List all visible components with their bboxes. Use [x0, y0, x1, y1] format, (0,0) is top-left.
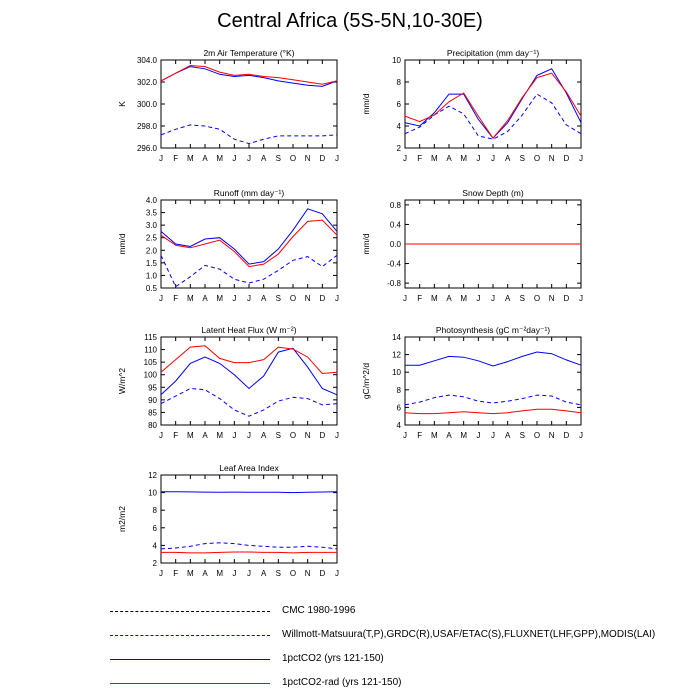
series-line — [161, 125, 337, 144]
panel-title: 2m Air Temperature (°K) — [203, 48, 295, 58]
y-tick-label: -0.8 — [387, 279, 401, 289]
x-tick-label: J — [247, 294, 251, 303]
x-tick-label: J — [579, 294, 583, 303]
x-tick-label: D — [319, 294, 326, 303]
x-tick-label: J — [579, 431, 583, 440]
x-tick-label: A — [446, 431, 452, 440]
x-tick-label: J — [403, 431, 407, 440]
series-line — [161, 220, 337, 267]
legend-label-1pctco2: 1pctCO2 (yrs 121-150) — [282, 653, 384, 664]
x-tick-label: M — [186, 569, 194, 578]
x-tick-label: J — [476, 154, 481, 163]
legend-swatch-1pctco2 — [110, 659, 270, 660]
x-tick-label: S — [519, 154, 526, 163]
plot-frame — [161, 475, 337, 563]
x-tick-label: J — [159, 569, 163, 578]
x-tick-label: M — [186, 431, 194, 440]
x-tick-label: S — [275, 294, 282, 303]
x-tick-label: S — [519, 294, 526, 303]
x-tick-label: M — [186, 294, 194, 303]
series-line — [161, 552, 337, 553]
y-tick-label: 2 — [152, 559, 157, 568]
series-line — [405, 409, 581, 413]
plot-frame — [161, 60, 337, 148]
x-tick-label: J — [232, 294, 237, 303]
x-tick-label: D — [563, 431, 570, 440]
y-axis-label: W/m^2 — [117, 367, 127, 395]
legend-swatch-observations — [110, 635, 270, 636]
x-tick-label: F — [417, 154, 423, 163]
x-tick-label: J — [232, 569, 237, 578]
x-tick-label: J — [403, 294, 407, 303]
page-title: Central Africa (5S-5N,10-30E) — [217, 10, 483, 32]
x-tick-label: M — [216, 154, 224, 163]
y-tick-label: 8 — [396, 78, 401, 87]
panel-title: Precipitation (mm day⁻¹) — [446, 48, 540, 58]
y-tick-label: 90 — [148, 395, 157, 405]
x-tick-label: A — [446, 294, 452, 303]
x-tick-label: N — [548, 431, 555, 440]
x-tick-label: J — [491, 294, 495, 303]
y-tick-label: 0.0 — [389, 240, 401, 249]
x-tick-label: J — [335, 154, 339, 163]
y-tick-label: 302.0 — [136, 78, 157, 87]
x-tick-label: M — [460, 294, 468, 303]
x-tick-label: F — [417, 294, 423, 303]
legend-swatch-1pctco2-rad — [110, 683, 270, 684]
x-tick-label: D — [319, 569, 326, 578]
y-tick-label: 3.0 — [145, 221, 157, 231]
y-tick-label: 296.0 — [136, 144, 157, 153]
plot-frame — [405, 337, 581, 425]
y-tick-label: 6 — [396, 100, 401, 109]
x-tick-label: O — [289, 569, 297, 578]
y-axis-label: K — [117, 101, 127, 107]
x-tick-label: S — [275, 431, 282, 440]
y-axis-label: mm/d — [361, 233, 371, 255]
series-line — [161, 348, 337, 395]
x-tick-label: A — [202, 154, 208, 163]
x-tick-label: J — [159, 294, 163, 303]
x-tick-label: J — [247, 154, 251, 163]
x-tick-label: F — [173, 569, 179, 578]
y-tick-label: 8 — [396, 385, 401, 395]
panel-title: Runoff (mm day⁻¹) — [213, 188, 285, 198]
y-tick-label: 300.0 — [136, 100, 157, 109]
legend-label-1pctco2-rad: 1pctCO2-rad (yrs 121-150) — [282, 677, 402, 688]
x-tick-label: M — [460, 154, 468, 163]
x-tick-label: A — [260, 154, 267, 163]
x-tick-label: O — [289, 154, 297, 163]
x-tick-label: A — [260, 294, 267, 303]
y-tick-label: -0.4 — [387, 259, 401, 269]
x-tick-label: J — [335, 431, 339, 440]
panel-title: Snow Depth (m) — [462, 188, 524, 198]
series-line — [161, 389, 337, 417]
x-tick-label: F — [173, 431, 179, 440]
y-axis-label: m2/m2 — [117, 506, 127, 532]
x-tick-label: N — [548, 294, 555, 303]
y-tick-label: 0.4 — [389, 220, 401, 230]
x-tick-label: A — [504, 431, 511, 440]
x-tick-label: A — [202, 294, 208, 303]
x-tick-label: A — [504, 154, 511, 163]
x-tick-label: M — [216, 294, 224, 303]
y-axis-label: mm/d — [361, 93, 371, 115]
x-tick-label: M — [430, 294, 438, 303]
legend-label-cmc: CMC 1980-1996 — [282, 605, 356, 616]
x-tick-label: N — [304, 294, 311, 303]
y-tick-label: 12 — [148, 471, 157, 480]
y-tick-label: 4.0 — [145, 196, 157, 205]
y-tick-label: 80 — [148, 421, 157, 430]
x-tick-label: J — [335, 569, 339, 578]
x-tick-label: F — [417, 431, 423, 440]
x-tick-label: N — [304, 569, 311, 578]
x-tick-label: J — [403, 154, 407, 163]
x-tick-label: J — [491, 431, 495, 440]
x-tick-label: M — [430, 431, 438, 440]
x-tick-label: M — [186, 154, 194, 163]
x-tick-label: O — [289, 431, 297, 440]
x-tick-label: S — [275, 569, 282, 578]
x-tick-label: J — [476, 431, 481, 440]
x-tick-label: O — [533, 154, 541, 163]
x-tick-label: F — [173, 294, 179, 303]
series-line — [161, 67, 337, 87]
y-tick-label: 110 — [144, 345, 157, 355]
y-tick-label: 115 — [144, 333, 157, 342]
y-tick-label: 2.0 — [145, 246, 157, 256]
y-tick-label: 100 — [143, 370, 157, 380]
y-tick-label: 1.5 — [145, 258, 157, 268]
x-tick-label: J — [335, 294, 339, 303]
y-tick-label: 0.5 — [145, 284, 157, 293]
y-tick-label: 6 — [396, 403, 401, 413]
y-tick-label: 85 — [148, 408, 157, 418]
series-line — [161, 346, 337, 374]
x-tick-label: J — [476, 294, 481, 303]
x-tick-label: D — [563, 294, 570, 303]
x-tick-label: M — [216, 431, 224, 440]
x-tick-label: J — [232, 154, 237, 163]
x-tick-label: J — [232, 431, 237, 440]
y-tick-label: 2.5 — [145, 233, 157, 243]
y-tick-label: 4 — [396, 421, 401, 430]
x-tick-label: D — [319, 431, 326, 440]
x-tick-label: F — [173, 154, 179, 163]
y-tick-label: 298.0 — [136, 122, 157, 131]
y-tick-label: 12 — [392, 350, 401, 360]
x-tick-label: J — [247, 569, 251, 578]
x-tick-label: M — [430, 154, 438, 163]
y-tick-label: 10 — [392, 368, 401, 378]
y-tick-label: 10 — [392, 56, 401, 65]
x-tick-label: J — [247, 431, 251, 440]
x-tick-label: J — [491, 154, 495, 163]
y-tick-label: 6 — [152, 523, 157, 533]
y-tick-label: 2 — [396, 144, 401, 153]
x-tick-label: D — [563, 154, 570, 163]
x-tick-label: A — [260, 431, 267, 440]
x-tick-label: D — [319, 154, 326, 163]
series-line — [161, 543, 337, 549]
plot-frame — [161, 200, 337, 288]
y-axis-label: mm/d — [117, 233, 127, 255]
x-tick-label: A — [202, 431, 208, 440]
panel-title: Leaf Area Index — [219, 463, 279, 473]
series-line — [161, 209, 337, 264]
series-line — [161, 492, 337, 493]
x-tick-label: A — [202, 569, 208, 578]
y-tick-label: 1.0 — [145, 271, 157, 281]
panel-title: Latent Heat Flux (W m⁻²) — [201, 325, 297, 335]
x-tick-label: J — [159, 431, 163, 440]
x-tick-label: A — [446, 154, 452, 163]
x-tick-label: O — [289, 294, 297, 303]
y-tick-label: 304.0 — [136, 56, 157, 65]
x-tick-label: A — [260, 569, 267, 578]
x-tick-label: N — [548, 154, 555, 163]
y-tick-label: 4 — [152, 541, 157, 551]
y-tick-label: 10 — [148, 488, 157, 498]
y-tick-label: 8 — [152, 506, 157, 516]
x-tick-label: J — [579, 154, 583, 163]
panel-title: Photosynthesis (gC m⁻²day⁻¹) — [435, 325, 551, 335]
x-tick-label: J — [159, 154, 163, 163]
series-line — [405, 352, 581, 366]
x-tick-label: M — [460, 431, 468, 440]
x-tick-label: S — [275, 154, 282, 163]
x-tick-label: O — [533, 431, 541, 440]
y-tick-label: 3.5 — [145, 208, 157, 218]
legend-swatch-cmc — [110, 611, 270, 612]
y-tick-label: 105 — [143, 358, 157, 368]
legend-label-observations: Willmott-Matsuura(T,P),GRDC(R),USAF/ETAC(S),FLUXNET(LHF,GPP),MODIS(LAI) — [282, 629, 656, 640]
y-tick-label: 4 — [396, 122, 401, 131]
y-tick-label: 95 — [148, 383, 157, 393]
x-tick-label: M — [216, 569, 224, 578]
x-tick-label: N — [304, 154, 311, 163]
y-tick-label: 0.8 — [389, 200, 401, 210]
series-line — [405, 395, 581, 405]
x-tick-label: N — [304, 431, 311, 440]
series-line — [405, 69, 581, 138]
x-tick-label: A — [504, 294, 511, 303]
series-line — [405, 73, 581, 138]
x-tick-label: S — [519, 431, 526, 440]
x-tick-label: O — [533, 294, 541, 303]
y-tick-label: 14 — [392, 333, 401, 342]
y-axis-label: gC/m^2/d — [361, 362, 371, 400]
series-line — [161, 255, 337, 286]
